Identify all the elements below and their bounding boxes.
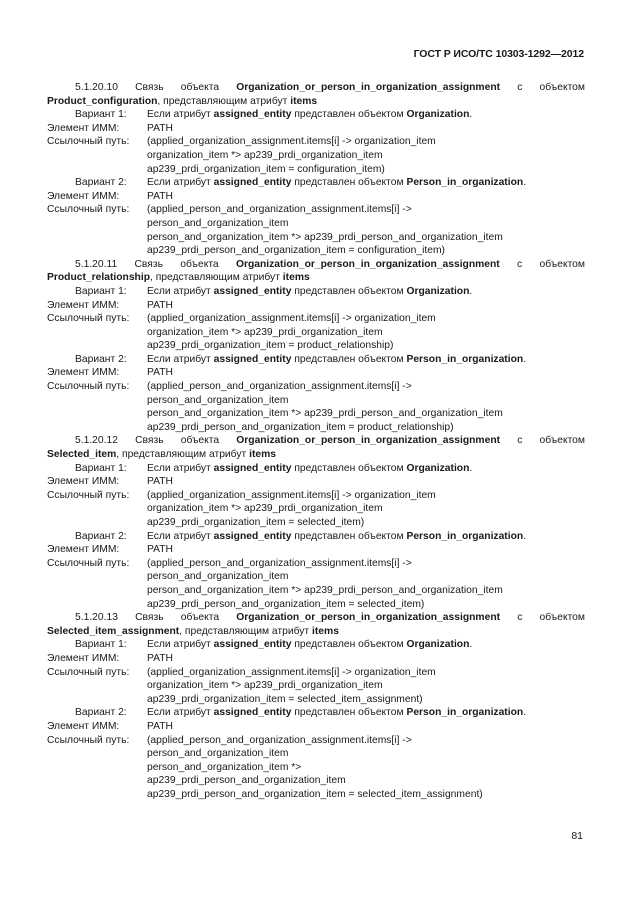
variant-suffix: . bbox=[469, 639, 473, 651]
path-row bbox=[47, 135, 585, 176]
path-label: Ссылочный путь: bbox=[47, 204, 130, 216]
variant-middle: представлен объектом bbox=[291, 177, 407, 189]
path-label: Ссылочный путь: bbox=[47, 136, 130, 148]
path-row bbox=[47, 666, 585, 707]
path-lines bbox=[147, 203, 585, 257]
variant-row bbox=[47, 638, 585, 652]
variant-row bbox=[47, 462, 585, 476]
variant-description bbox=[147, 530, 585, 544]
target-entity: Product_relationship bbox=[47, 272, 150, 284]
clause-suffix: , представляющим атрибут bbox=[157, 95, 291, 107]
clause-number-wrap bbox=[47, 82, 118, 93]
element-value: PATH bbox=[147, 299, 173, 311]
variant-suffix: . bbox=[469, 109, 473, 121]
variant-entity: Organization bbox=[406, 639, 470, 651]
path-line: ap239_prdi_person_and_organization_item = selected_item) bbox=[147, 598, 425, 610]
attribute-name: items bbox=[249, 449, 276, 461]
variant-row bbox=[47, 353, 585, 367]
variant-middle: представлен объектом bbox=[291, 639, 407, 651]
variant-prefix: Если атрибут bbox=[147, 639, 214, 651]
path-lines bbox=[147, 489, 585, 530]
element-value: PATH bbox=[147, 122, 173, 134]
variant-row bbox=[47, 285, 585, 299]
path-line: person_and_organization_item bbox=[147, 394, 289, 406]
clause-prefix: Связь объекта bbox=[134, 258, 236, 270]
path-line: (applied_organization_assignment.items[i] -> organization_item bbox=[147, 489, 436, 501]
variant-prefix: Если атрибут bbox=[147, 462, 214, 474]
path-label: Ссылочный путь: bbox=[47, 313, 130, 325]
variant-suffix: . bbox=[523, 353, 527, 365]
source-entity: Organization_or_person_in_organization_assignment bbox=[236, 82, 501, 93]
variant-description bbox=[147, 353, 585, 367]
clause-middle: с объектом bbox=[499, 258, 585, 270]
element-row bbox=[47, 475, 585, 489]
variant-description bbox=[147, 285, 585, 299]
variant-row bbox=[47, 706, 585, 720]
clause-number: 5.1.20.12 bbox=[75, 435, 118, 447]
attribute-name: items bbox=[312, 625, 339, 637]
element-value: PATH bbox=[147, 544, 173, 556]
element-label: Элемент ИММ: bbox=[47, 544, 120, 556]
variant-attribute: assigned_entity bbox=[213, 285, 292, 297]
clause-prefix: Связь объекта bbox=[135, 612, 237, 624]
path-line: ap239_prdi_organization_item = selected_item) bbox=[147, 517, 365, 528]
variant-label: Вариант 1: bbox=[75, 109, 127, 121]
element-label: Элемент ИММ: bbox=[47, 122, 120, 134]
variant-row bbox=[47, 108, 585, 122]
variant-suffix: . bbox=[523, 707, 527, 719]
path-line: (applied_organization_assignment.items[i] -> organization_item bbox=[147, 313, 436, 325]
variant-suffix: . bbox=[469, 462, 473, 474]
variant-attribute: assigned_entity bbox=[213, 177, 292, 189]
clause-number-wrap bbox=[47, 612, 118, 623]
path-label: Ссылочный путь: bbox=[47, 381, 130, 393]
clause-suffix: , представляющим атрибут bbox=[116, 449, 250, 461]
variant-label: Вариант 2: bbox=[75, 707, 127, 719]
path-line: (applied_person_and_organization_assignment.items[i] -> bbox=[147, 381, 412, 393]
variant-description bbox=[147, 706, 585, 720]
element-value: PATH bbox=[147, 652, 173, 664]
source-entity: Organization_or_person_in_organization_assignment bbox=[235, 258, 500, 270]
path-row bbox=[47, 203, 585, 257]
element-value: PATH bbox=[147, 476, 173, 488]
variant-description bbox=[147, 462, 585, 476]
variant-prefix: Если атрибут bbox=[147, 530, 214, 542]
clause-number: 5.1.20.10 bbox=[75, 82, 118, 93]
path-line: ap239_prdi_person_and_organization_item = product_relationship) bbox=[147, 421, 454, 433]
path-line: (applied_organization_assignment.items[i] -> organization_item bbox=[147, 666, 436, 678]
variant-label: Вариант 2: bbox=[75, 530, 127, 542]
path-line: person_and_organization_item *> ap239_prdi_person_and_organization_item bbox=[147, 584, 503, 596]
attribute-name: items bbox=[290, 95, 318, 107]
variant-middle: представлен объектом bbox=[291, 530, 407, 542]
clause-middle: с объектом bbox=[500, 435, 585, 447]
element-row bbox=[47, 720, 585, 734]
element-value: PATH bbox=[147, 720, 173, 732]
path-line: organization_item *> ap239_prdi_organization_item bbox=[147, 503, 383, 515]
path-line: (applied_person_and_organization_assignment.items[i] -> bbox=[147, 204, 412, 216]
element-label: Элемент ИММ: bbox=[47, 367, 120, 379]
path-row bbox=[47, 489, 585, 530]
variant-attribute: assigned_entity bbox=[213, 530, 292, 542]
path-line: (applied_person_and_organization_assignment.items[i] -> bbox=[147, 734, 412, 746]
variant-label: Вариант 2: bbox=[75, 353, 127, 365]
variant-row bbox=[47, 530, 585, 544]
element-row bbox=[47, 366, 585, 380]
path-line: organization_item *> ap239_prdi_organization_item bbox=[147, 326, 383, 338]
clause-heading bbox=[47, 611, 585, 638]
element-value: PATH bbox=[147, 190, 173, 202]
path-line: person_and_organization_item bbox=[147, 217, 289, 229]
variant-description bbox=[147, 638, 585, 652]
element-row bbox=[47, 122, 585, 136]
variant-entity: Person_in_organization bbox=[406, 177, 524, 189]
element-label: Элемент ИММ: bbox=[47, 299, 120, 311]
clause-number-wrap bbox=[47, 259, 117, 270]
element-label: Элемент ИММ: bbox=[47, 476, 120, 488]
page-content bbox=[47, 81, 585, 801]
element-row bbox=[47, 652, 585, 666]
element-label: Элемент ИММ: bbox=[47, 720, 120, 732]
path-lines bbox=[147, 557, 585, 611]
path-row bbox=[47, 312, 585, 353]
element-value: PATH bbox=[147, 367, 173, 379]
path-line: person_and_organization_item bbox=[147, 748, 289, 760]
element-row bbox=[47, 543, 585, 557]
path-line: person_and_organization_item *> ap239_prdi_person_and_organization_item bbox=[147, 408, 503, 420]
clause-middle: с объектом bbox=[500, 612, 585, 624]
element-label: Элемент ИММ: bbox=[47, 652, 120, 664]
variant-prefix: Если атрибут bbox=[147, 109, 214, 121]
path-label: Ссылочный путь: bbox=[47, 489, 130, 501]
path-line: ap239_prdi_organization_item = selected_item_assignment) bbox=[147, 693, 423, 705]
path-line: ap239_prdi_person_and_organization_item = selected_item_assignment) bbox=[147, 788, 483, 800]
path-line: person_and_organization_item *> bbox=[147, 761, 302, 773]
variant-suffix: . bbox=[523, 177, 527, 189]
variant-label: Вариант 1: bbox=[75, 285, 127, 297]
variant-label: Вариант 1: bbox=[75, 462, 127, 474]
variant-description bbox=[147, 108, 585, 122]
element-row bbox=[47, 190, 585, 204]
path-row bbox=[47, 380, 585, 434]
variant-attribute: assigned_entity bbox=[213, 462, 292, 474]
variant-middle: представлен объектом bbox=[291, 285, 407, 297]
path-line: ap239_prdi_organization_item = configuration_item) bbox=[147, 163, 385, 175]
clause-prefix: Связь объекта bbox=[135, 435, 237, 447]
path-line: (applied_person_and_organization_assignment.items[i] -> bbox=[147, 557, 412, 569]
variant-middle: представлен объектом bbox=[291, 109, 407, 121]
element-row bbox=[47, 299, 585, 313]
clause-heading bbox=[47, 81, 585, 108]
variant-prefix: Если атрибут bbox=[147, 177, 214, 189]
path-line: ap239_prdi_organization_item = product_relationship) bbox=[147, 340, 394, 352]
path-label: Ссылочный путь: bbox=[47, 666, 130, 678]
source-entity: Organization_or_person_in_organization_assignment bbox=[236, 612, 501, 624]
clause-number: 5.1.20.11 bbox=[75, 258, 118, 270]
page-number: 81 bbox=[571, 830, 583, 842]
variant-attribute: assigned_entity bbox=[213, 707, 292, 719]
path-line: person_and_organization_item *> ap239_prdi_person_and_organization_item bbox=[147, 231, 503, 243]
variant-description bbox=[147, 176, 585, 190]
target-entity: Product_configuration bbox=[47, 95, 158, 107]
variant-entity: Person_in_organization bbox=[406, 530, 524, 542]
path-label: Ссылочный путь: bbox=[47, 557, 130, 569]
path-row bbox=[47, 734, 585, 802]
variant-entity: Organization bbox=[406, 109, 470, 121]
target-entity: Selected_item_assignment bbox=[47, 625, 180, 637]
path-lines bbox=[147, 380, 585, 434]
standard-header: ГОСТ Р ИСО/ТС 10303-1292—2012 bbox=[413, 48, 584, 60]
attribute-name: items bbox=[282, 272, 310, 284]
variant-attribute: assigned_entity bbox=[213, 353, 292, 365]
target-entity: Selected_item bbox=[47, 449, 117, 461]
path-line: ap239_prdi_person_and_organization_item bbox=[147, 775, 346, 787]
variant-middle: представлен объектом bbox=[291, 462, 407, 474]
variant-suffix: . bbox=[523, 530, 527, 542]
clause-suffix: , представляющим атрибут bbox=[149, 272, 283, 284]
element-label: Элемент ИММ: bbox=[47, 190, 120, 202]
path-lines bbox=[147, 666, 585, 707]
variant-middle: представлен объектом bbox=[291, 707, 407, 719]
variant-row bbox=[47, 176, 585, 190]
variant-entity: Person_in_organization bbox=[406, 707, 524, 719]
variant-middle: представлен объектом bbox=[291, 353, 407, 365]
variant-prefix: Если атрибут bbox=[147, 707, 214, 719]
variant-suffix: . bbox=[469, 285, 473, 297]
variant-entity: Organization bbox=[406, 462, 470, 474]
clause-number: 5.1.20.13 bbox=[75, 612, 118, 624]
clause-middle: с объектом bbox=[500, 82, 585, 93]
path-lines bbox=[147, 734, 585, 802]
clause-prefix: Связь объекта bbox=[135, 82, 237, 93]
clause-heading bbox=[47, 258, 585, 285]
variant-prefix: Если атрибут bbox=[147, 353, 214, 365]
path-label: Ссылочный путь: bbox=[47, 734, 130, 746]
path-row bbox=[47, 557, 585, 611]
path-lines bbox=[147, 135, 585, 176]
path-line: (applied_organization_assignment.items[i] -> organization_item bbox=[147, 136, 436, 148]
clause-number-wrap bbox=[47, 435, 118, 446]
variant-prefix: Если атрибут bbox=[147, 285, 214, 297]
variant-entity: Organization bbox=[406, 285, 470, 297]
variant-attribute: assigned_entity bbox=[213, 109, 292, 121]
path-line: organization_item *> ap239_prdi_organization_item bbox=[147, 680, 383, 692]
source-entity: Organization_or_person_in_organization_assignment bbox=[236, 435, 501, 447]
path-line: person_and_organization_item bbox=[147, 571, 289, 583]
variant-entity: Person_in_organization bbox=[406, 353, 524, 365]
variant-label: Вариант 1: bbox=[75, 639, 127, 651]
path-line: organization_item *> ap239_prdi_organization_item bbox=[147, 149, 383, 161]
clause-heading bbox=[47, 434, 585, 461]
variant-label: Вариант 2: bbox=[75, 177, 127, 189]
clause-suffix: , представляющим атрибут bbox=[179, 625, 313, 637]
variant-attribute: assigned_entity bbox=[213, 639, 292, 651]
path-line: ap239_prdi_person_and_organization_item = configuration_item) bbox=[147, 245, 445, 257]
path-lines bbox=[147, 312, 585, 353]
